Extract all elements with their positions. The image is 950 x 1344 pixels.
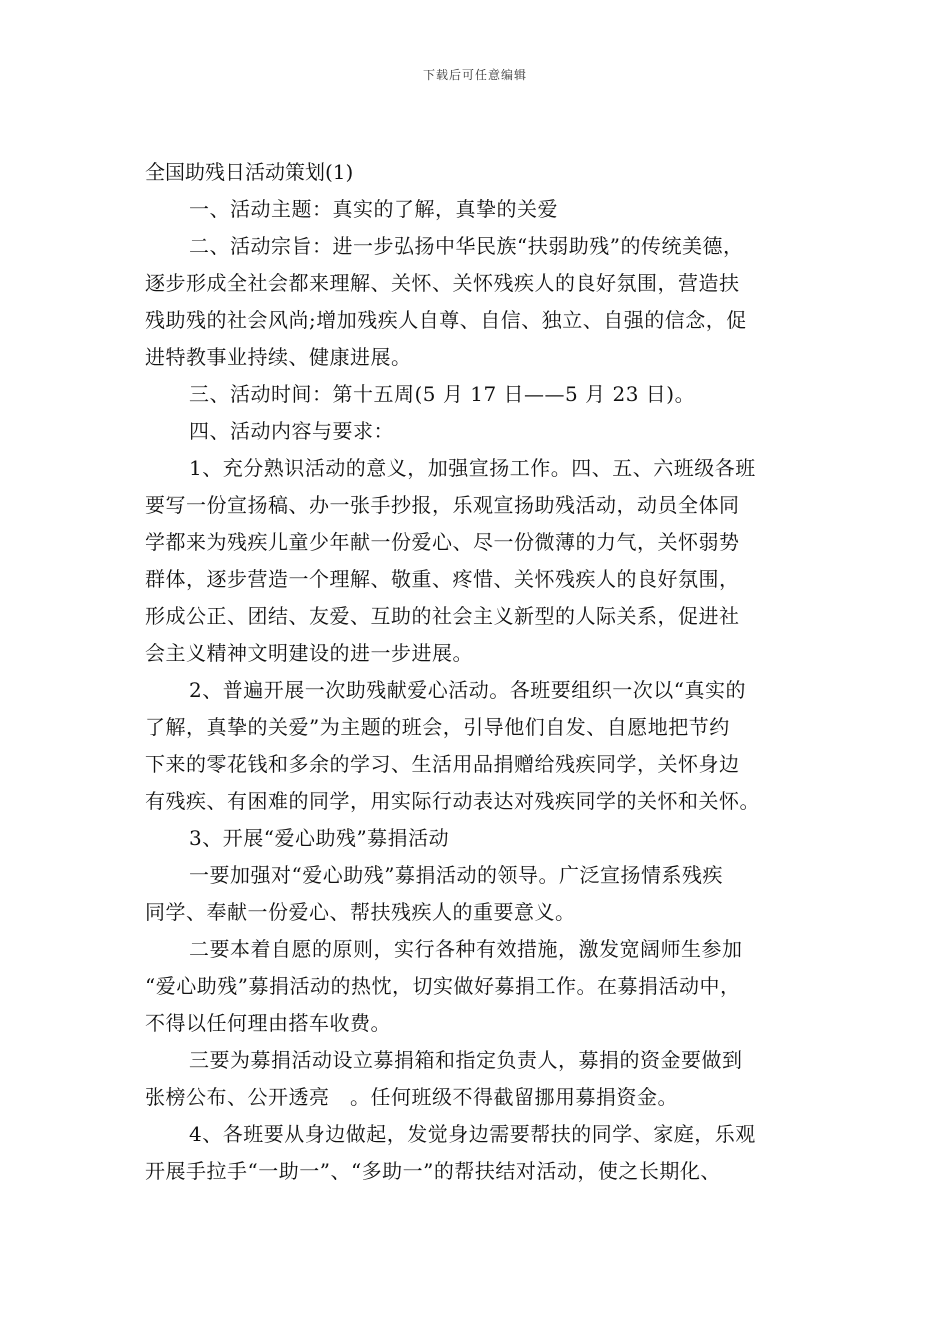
text-line: 一要加强对“爱心助残”募捐活动的领导。广泛宣扬情系残疾 — [189, 863, 723, 887]
text-line: 一、活动主题：真实的了解，真挚的关爱 — [189, 197, 558, 221]
text-line: 有残疾、有困难的同学，用实际行动表达对残疾同学的关怀和关怀。 — [145, 789, 760, 813]
text-line: 二要本着自愿的原则，实行各种有效措施，激发宽阔师生参加 — [189, 937, 743, 961]
text-line: 四、活动内容与要求： — [189, 419, 394, 443]
text-line: 形成公正、团结、友爱、互助的社会主义新型的人际关系，促进社 — [145, 604, 740, 628]
text-line: 3、开展“爱心助残”募捐活动 — [189, 826, 450, 850]
text-line: 张榜公布、公开透亮 。任何班级不得截留挪用募捐资金。 — [145, 1085, 678, 1109]
text-line: 开展手拉手“一助一”、“多助一”的帮扶结对活动，使之长期化、 — [145, 1159, 721, 1183]
text-line: 1、充分熟识活动的意义，加强宣扬工作。四、五、六班级各班 — [189, 456, 756, 480]
text-line: 二、活动宗旨：进一步弘扬中华民族“扶弱助残”的传统美德， — [189, 234, 744, 258]
text-line: 进特教事业持续、健康进展。 — [145, 345, 412, 369]
text-line: 会主义精神文明建设的进一步进展。 — [145, 641, 473, 665]
text-line: 群体，逐步营造一个理解、敬重、疼惜、关怀残疾人的良好氛围， — [145, 567, 740, 591]
document-body — [145, 154, 835, 1190]
text-line: 三要为募捐活动设立募捐箱和指定负责人，募捐的资金要做到 — [189, 1048, 743, 1072]
header-note: 下载后可任意编辑 — [422, 68, 527, 82]
text-line: 学都来为残疾儿童少年献一份爱心、尽一份微薄的力气，关怀弱势 — [145, 530, 740, 554]
text-line: 三、活动时间：第十五周(5 月 17 日——5 月 23 日)。 — [189, 382, 696, 406]
text-line: 4、各班要从身边做起，发觉身边需要帮扶的同学、家庭，乐观 — [189, 1122, 756, 1146]
text-line: 逐步形成全社会都来理解、关怀、关怀残疾人的良好氛围，营造扶 — [145, 271, 740, 295]
paragraph-lines — [145, 191, 835, 1190]
text-line: 下来的零花钱和多余的学习、生活用品捐赠给残疾同学，关怀身边 — [145, 752, 740, 776]
text-line: 2、普遍开展一次助残献爱心活动。各班要组织一次以“真实的 — [189, 678, 746, 702]
text-line: “爱心助残”募捐活动的热忱，切实做好募捐工作。在募捐活动中， — [145, 974, 741, 998]
text-line: 同学、奉献一份爱心、帮扶残疾人的重要意义。 — [145, 900, 576, 924]
text-line: 要写一份宣扬稿、办一张手抄报，乐观宣扬助残活动，动员全体同 — [145, 493, 740, 517]
document-title: 全国助残日活动策划(1) — [145, 160, 354, 184]
text-line: 不得以任何理由搭车收费。 — [145, 1011, 391, 1035]
text-line: 了解，真挚的关爱”为主题的班会，引导他们自发、自愿地把节约 — [145, 715, 730, 739]
text-line: 残助残的社会风尚;增加残疾人自尊、自信、独立、自强的信念，促 — [145, 308, 747, 332]
